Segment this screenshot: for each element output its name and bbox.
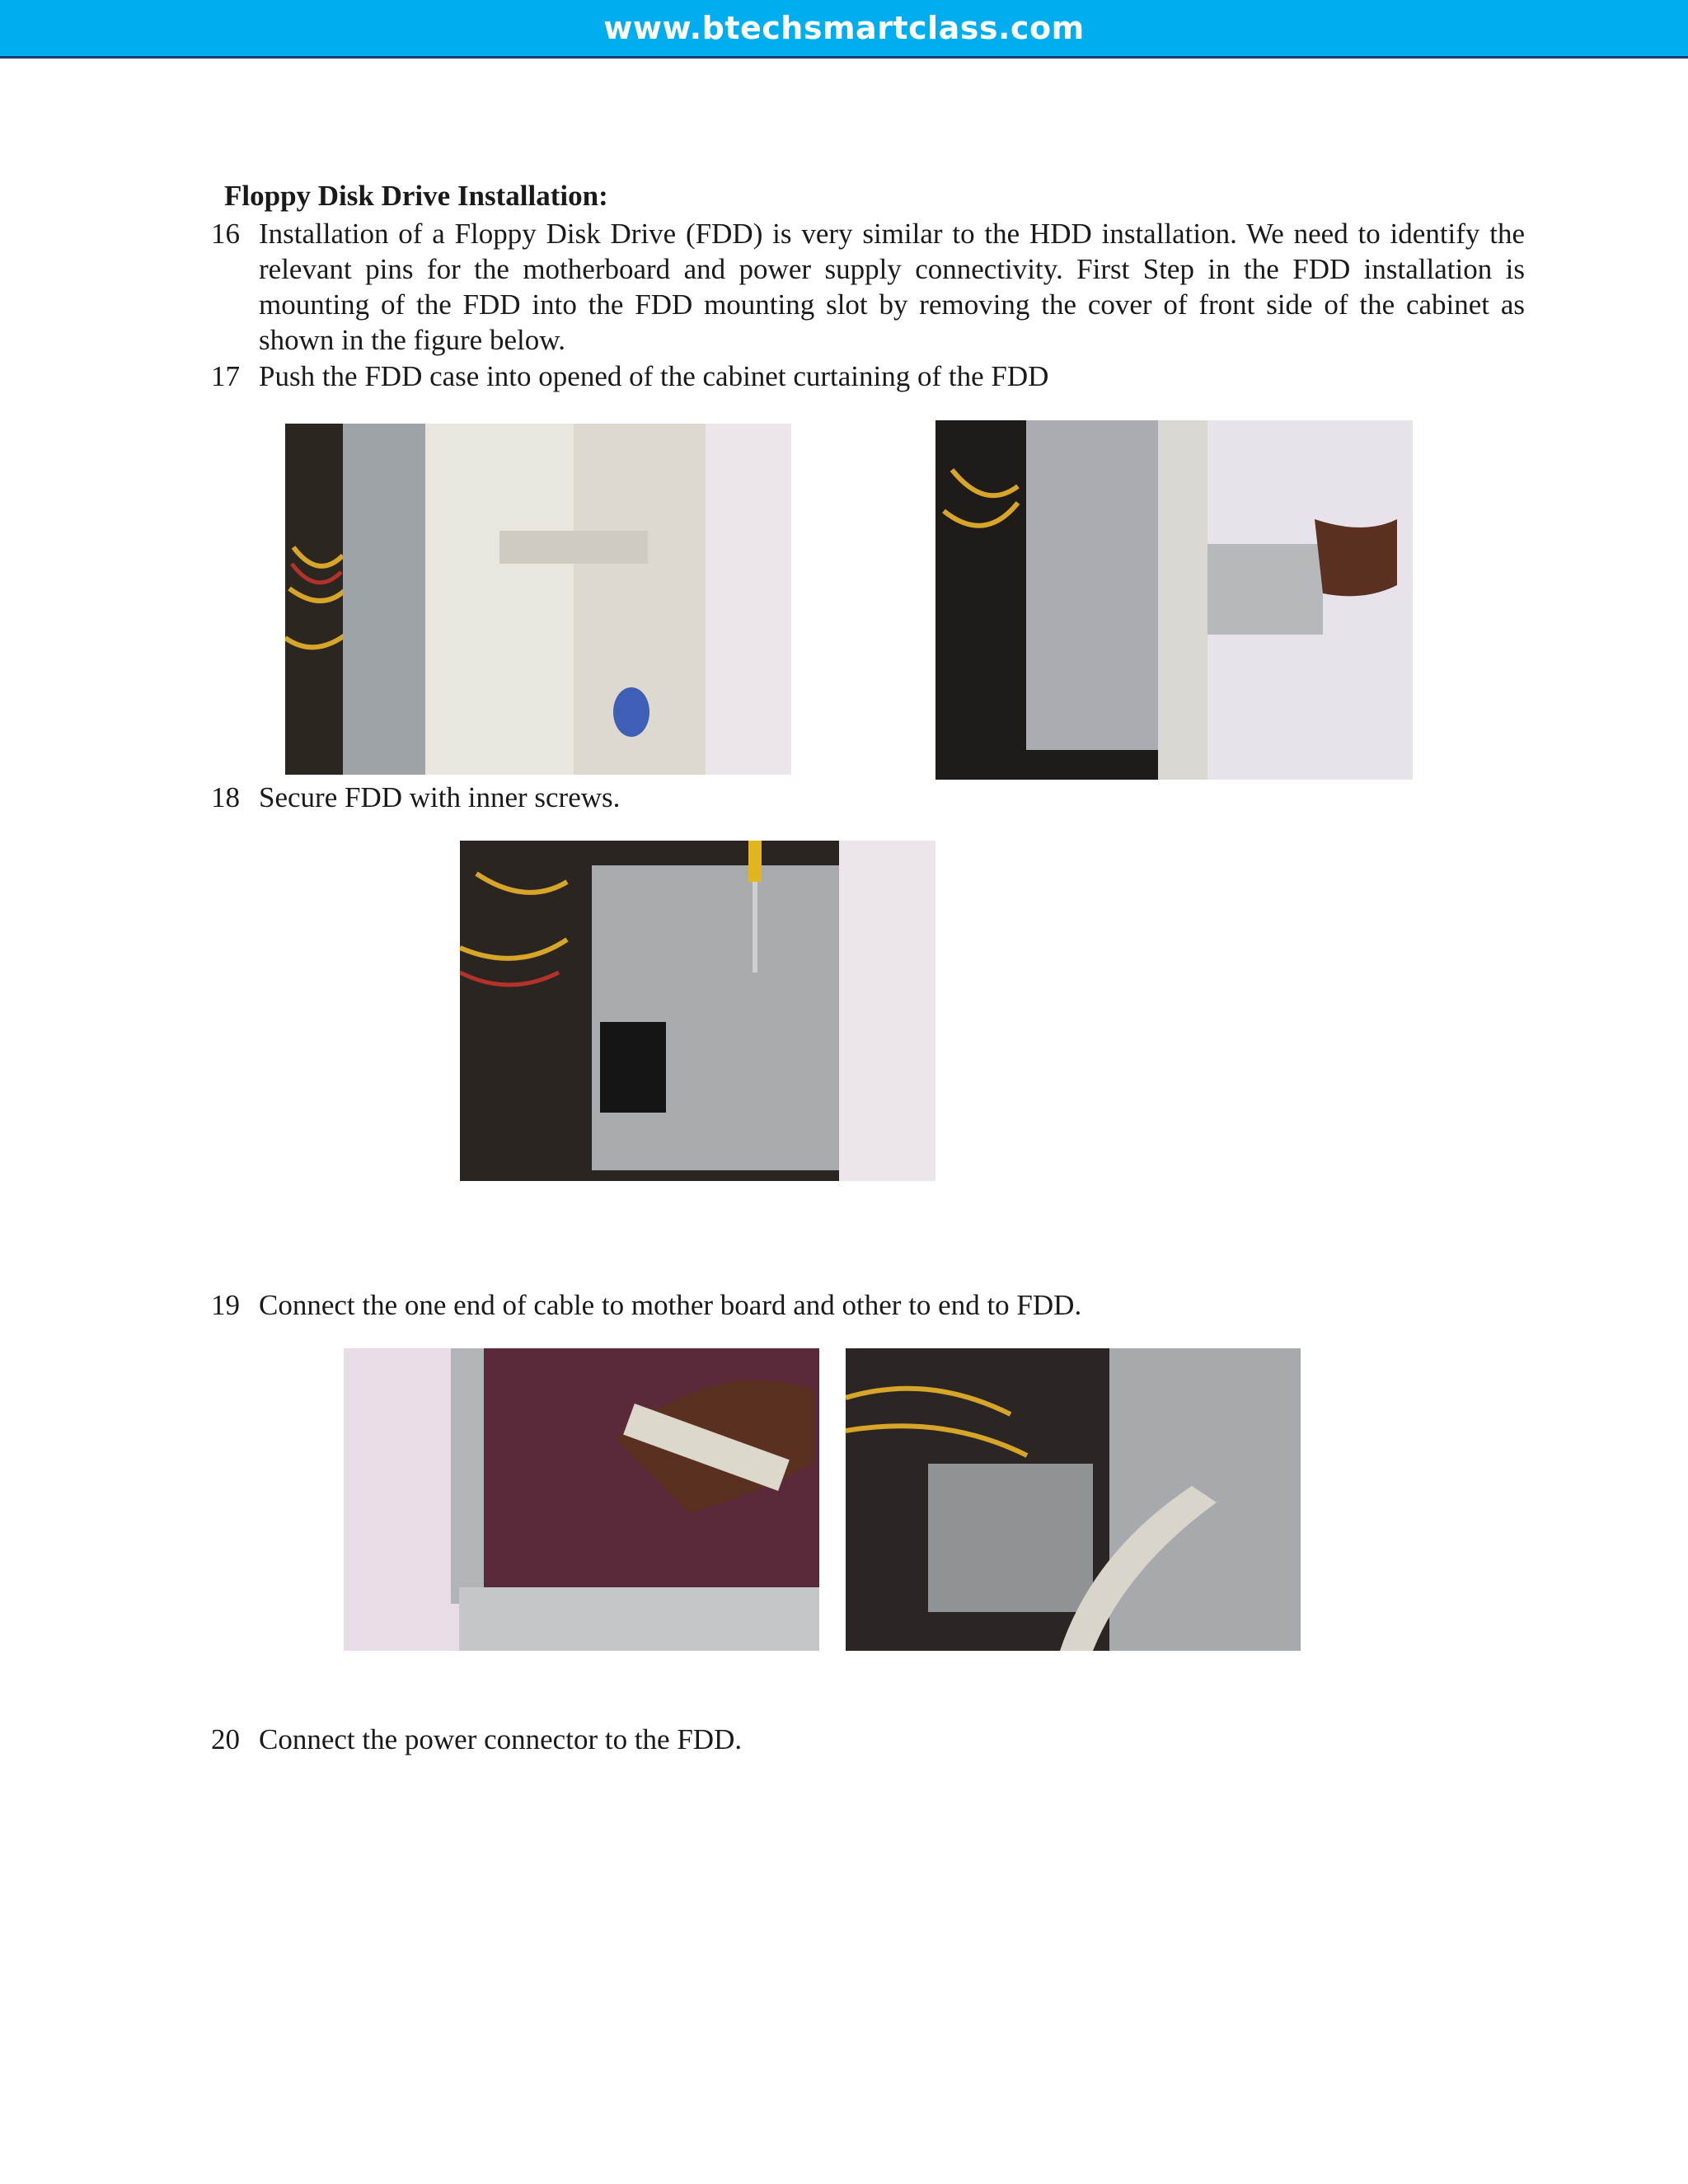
step-text: Secure FDD with inner screws. <box>259 781 621 813</box>
step-number: 19 <box>211 1289 240 1321</box>
step-17 <box>211 359 1525 394</box>
step-text: Installation of a Floppy Disk Drive (FDD) is very similar to the HDD installation. We need to identify the relevant pins for the motherboard and power supply connectivity. First Step in the FDD installation is mounting of the FDD into the FDD mounting slot by removing the cover of front side of the cabinet as shown in the figure below. <box>259 218 1525 356</box>
step-text: Push the FDD case into opened of the cabinet curtaining of the FDD <box>259 360 1049 392</box>
step-text: Connect the power connector to the FDD. <box>259 1723 743 1755</box>
photo-insert-fdd <box>935 420 1413 780</box>
site-url[interactable]: www.btechsmartclass.com <box>603 10 1085 46</box>
step-16 <box>211 216 1525 358</box>
step-number: 16 <box>211 218 240 250</box>
site-banner <box>0 0 1688 59</box>
step-text: Connect the one end of cable to mother board and other to end to FDD. <box>259 1289 1082 1321</box>
step-number: 20 <box>211 1723 240 1755</box>
photo-secure-fdd-screws <box>460 841 935 1181</box>
photo-cable-to-fdd <box>846 1348 1301 1651</box>
photo-cable-to-motherboard <box>344 1348 819 1651</box>
photo-cabinet-bay-cover <box>285 424 791 775</box>
step-number: 18 <box>211 781 240 813</box>
step-number: 17 <box>211 360 240 392</box>
step-20 <box>211 1722 1525 1757</box>
step-19 <box>211 1287 1525 1323</box>
section-heading: Floppy Disk Drive Installation: <box>224 180 608 212</box>
step-18 <box>211 780 1525 815</box>
